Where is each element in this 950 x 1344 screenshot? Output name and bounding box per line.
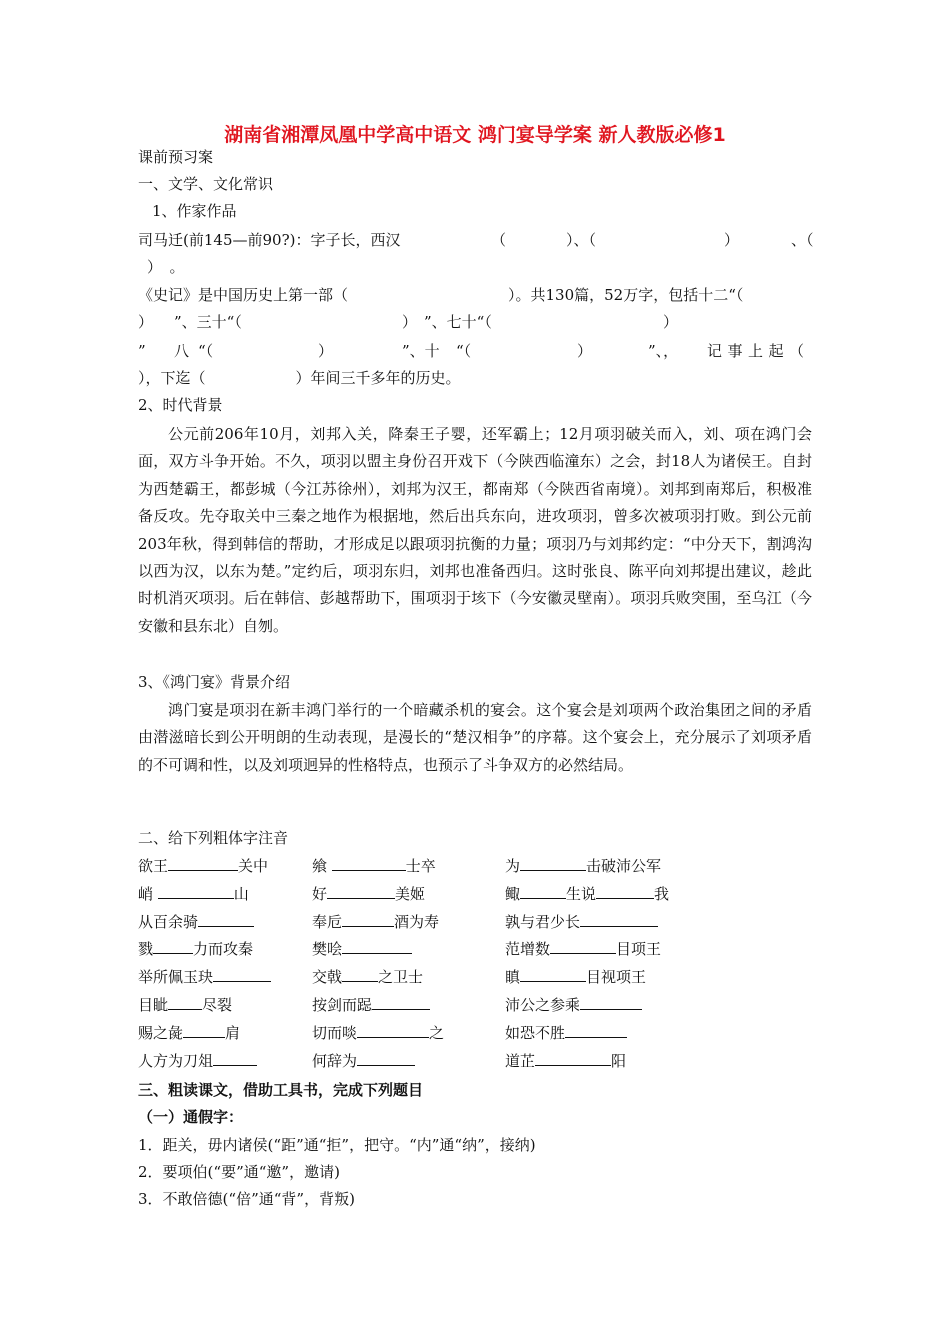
pronunciation-text: 生说 — [566, 884, 597, 903]
answer-blank[interactable] — [520, 884, 566, 899]
answer-blank[interactable] — [520, 967, 586, 982]
pronunciation-text: 道芷 — [505, 1051, 536, 1070]
pronunciation-text: 切而啖 — [312, 1023, 358, 1042]
answer-blank[interactable] — [158, 884, 234, 899]
pronunciation-item — [312, 855, 436, 877]
tongjiazi-heading: （一）通假字： — [138, 1108, 244, 1126]
pronunciation-text: 士卒 — [405, 857, 436, 875]
pronunciation-text: 交戟 — [312, 968, 343, 987]
answer-blank[interactable] — [153, 939, 193, 954]
pronunciation-item — [505, 938, 661, 960]
subsection-banquet-intro: 3、《鸿门宴》背景介绍 — [138, 673, 291, 691]
pronunciation-item — [505, 855, 661, 877]
pronunciation-item — [138, 994, 232, 1016]
fill-line-2: ） 。 — [147, 258, 185, 276]
pronunciation-text: 酒为寿 — [394, 912, 440, 931]
banquet-intro-paragraph: 鸿门宴是项羽在新丰鸿门举行的一个暗藏杀机的宴会。这个宴会是刘项两个政治集团之间的矛盾由潜滋暗长到公开明朗的生动表现，是漫长的“楚汉相争”的序幕。这个宴会上，充分展示了刘项矛盾的不可调和性，以及刘项迥异的性格特点，也预示了斗争双方的必然结局。 — [138, 701, 812, 774]
answer-blank[interactable] — [342, 939, 412, 954]
pronunciation-text: 如恐不胜 — [505, 1023, 566, 1042]
answer-blank[interactable] — [342, 912, 394, 927]
answer-blank[interactable] — [535, 1051, 611, 1066]
pronunciation-item — [138, 1050, 257, 1072]
subsection-background: 2、时代背景 — [138, 396, 223, 414]
fill-line-4-c: ） — [402, 313, 418, 331]
pronunciation-text: 戮 — [138, 940, 154, 959]
pronunciation-text: 按剑而跽 — [312, 996, 373, 1014]
section-3-heading: 三、粗读课文，借助工具书，完成下列题目 — [138, 1081, 424, 1099]
tongjiazi-item-2: 2．要项伯(“要”通“邀”，邀请) — [138, 1163, 340, 1181]
pronunciation-text: 目视项王 — [586, 968, 647, 987]
fill-line-1-open: （ — [491, 231, 507, 249]
fill-line-5-d: ） — [318, 342, 334, 360]
fill-line-5-i: 记事上起（ — [707, 342, 810, 360]
fill-line-1-text: 司马迁(前145—前90?)：字子长，西汉 — [138, 231, 401, 249]
pronunciation-text: 人方为刀俎 — [138, 1051, 214, 1070]
answer-blank[interactable] — [580, 912, 658, 927]
answer-blank[interactable] — [357, 1023, 429, 1038]
pronunciation-item — [505, 911, 658, 933]
tongjiazi-item-3: 3．不敢倍德(“倍”通“背”，背叛) — [138, 1190, 355, 1208]
fill-line-5-a: ” — [138, 342, 146, 360]
answer-blank[interactable] — [332, 856, 406, 871]
answer-blank[interactable] — [372, 995, 430, 1010]
pronunciation-text: 飨 — [312, 857, 332, 875]
answer-blank[interactable] — [198, 912, 254, 927]
pronunciation-text: 樊哙 — [312, 940, 343, 959]
fill-line-4-d: ”、七十“（ — [424, 313, 492, 331]
pronunciation-text: 鲰 — [505, 884, 521, 903]
pronunciation-text: 好 — [312, 884, 328, 903]
answer-blank[interactable] — [342, 967, 378, 982]
pronunciation-text: 赐之彘 — [138, 1023, 184, 1042]
pronunciation-text: 力而攻秦 — [193, 940, 254, 959]
pronunciation-text: 关中 — [238, 857, 269, 875]
pronunciation-text: 山 — [233, 884, 249, 903]
fill-line-5-f: “（ — [456, 342, 472, 360]
answer-blank[interactable] — [168, 856, 238, 871]
answer-blank[interactable] — [596, 884, 654, 899]
answer-blank[interactable] — [357, 1051, 415, 1066]
background-paragraph: 公元前206年10月，刘邦入关，降秦王子婴，还军霸上；12月项羽破关而入，刘、项在鸿门会面，双方斗争开始。不久，项羽以盟主身份召开戏下（今陕西临潼东）之会，封18人为诸侯王。自封为西楚霸王，都彭城（今江苏徐州），刘邦为汉王，都南郑（今陕西省南境）。刘邦到南郑后，积极准备反攻。先夺取关中三秦之地作为根据地，然后出兵东向，进攻项羽，曾多次被项羽打败。到公元前203年秋，得到韩信的帮助，才形成足以跟项羽抗衡的力量；项羽乃与刘邦约定：“中分天下，割鸿沟以西为汉，以东为楚。”定约后，项羽东归，刘邦也准备西归。这时张良、陈平向刘邦提出建议，趁此时机消灭项羽。后在韩信、彭越帮助下，围项羽于垓下（今安徽灵壁南）。项羽兵败突围，至乌江（今安徽和县东北）自刎。 — [138, 425, 812, 635]
pronunciation-text: 目项王 — [616, 940, 662, 959]
answer-blank[interactable] — [580, 995, 642, 1010]
pronunciation-text: 瞋 — [505, 968, 521, 987]
pronunciation-item — [505, 1050, 626, 1072]
pronunciation-item — [138, 911, 254, 933]
fill-line-1-close: ） — [724, 231, 740, 249]
fill-line-4-a: ） — [138, 313, 154, 331]
answer-blank[interactable] — [520, 856, 586, 871]
fill-line-5-c: “（ — [198, 342, 214, 360]
pronunciation-text: 孰与君少长 — [505, 912, 581, 931]
preview-label: 课前预习案 — [138, 148, 214, 166]
subsection-author-works: 1、作家作品 — [152, 202, 237, 220]
pronunciation-text: 从百余骑 — [138, 912, 199, 931]
fill-line-1-end: 、（ — [791, 231, 814, 249]
pronunciation-text: 美姬 — [395, 884, 426, 903]
tongjiazi-item-1: 1．距关，毋内诸侯(“距”通“拒”，把守。“内”通“纳”，接纳) — [138, 1136, 536, 1154]
pronunciation-text: 之卫士 — [378, 968, 424, 987]
answer-blank[interactable] — [327, 884, 395, 899]
pronunciation-item — [312, 1022, 444, 1044]
fill-line-5-e: ”、十 — [402, 342, 440, 360]
pronunciation-item — [312, 994, 430, 1016]
answer-blank[interactable] — [213, 967, 271, 982]
pronunciation-item — [505, 883, 669, 905]
answer-blank[interactable] — [183, 1023, 225, 1038]
fill-line-1-mid: ）、（ — [566, 231, 597, 249]
pronunciation-text: 峭 — [138, 884, 158, 903]
answer-blank[interactable] — [565, 1023, 627, 1038]
pronunciation-text: 尽裂 — [202, 996, 233, 1014]
pronunciation-item — [312, 938, 412, 960]
fill-line-5-g: ） — [577, 342, 593, 360]
answer-blank[interactable] — [213, 1051, 257, 1066]
pronunciation-text: 举所佩玉玦 — [138, 968, 214, 987]
pronunciation-text: 欲王 — [138, 857, 169, 875]
pronunciation-text: 击破沛公军 — [586, 857, 662, 875]
pronunciation-item — [138, 883, 249, 905]
pronunciation-item — [505, 966, 646, 988]
pronunciation-item — [312, 911, 439, 933]
fill-line-3-text: 《史记》是中国历史上第一部（ — [138, 286, 349, 304]
pronunciation-item — [312, 883, 425, 905]
pronunciation-text: 肩 — [225, 1023, 241, 1042]
fill-line-5-b: 八 — [174, 342, 190, 360]
pronunciation-item — [505, 994, 642, 1016]
answer-blank[interactable] — [550, 939, 616, 954]
fill-line-3-rest: ）。共130篇，52万字，包括十二“（ — [508, 286, 744, 304]
section-1-heading: 一、文学、文化常识 — [138, 175, 274, 193]
pronunciation-text: 奉卮 — [312, 912, 343, 931]
pronunciation-text: 范增数 — [505, 940, 551, 959]
pronunciation-item — [138, 966, 271, 988]
fill-line-4-b: ”、三十“（ — [174, 313, 242, 331]
fill-line-5-h: ”、， — [648, 342, 679, 360]
pronunciation-item — [505, 1022, 627, 1044]
fill-line-6: ），下迄（ ）年间三千多年的历史。 — [138, 369, 461, 387]
pronunciation-text: 我 — [654, 884, 670, 903]
pronunciation-item — [138, 1022, 240, 1044]
fill-line-4-e: ） — [663, 313, 679, 331]
section-2-heading: 二、给下列粗体字注音 — [138, 829, 289, 847]
answer-blank[interactable] — [168, 995, 202, 1010]
pronunciation-text: 目眦 — [138, 996, 169, 1014]
document-title: 湖南省湘潭凤凰中学高中语文 鸿门宴导学案 新人教版必修1 — [224, 124, 726, 146]
pronunciation-text: 沛公之参乘 — [505, 996, 581, 1014]
pronunciation-item — [312, 966, 423, 988]
pronunciation-item — [138, 938, 253, 960]
pronunciation-text: 为 — [505, 857, 521, 875]
pronunciation-text: 之 — [429, 1023, 445, 1042]
pronunciation-item — [138, 855, 268, 877]
pronunciation-item — [312, 1050, 415, 1072]
pronunciation-text: 阳 — [611, 1051, 627, 1070]
pronunciation-text: 何辞为 — [312, 1051, 358, 1070]
